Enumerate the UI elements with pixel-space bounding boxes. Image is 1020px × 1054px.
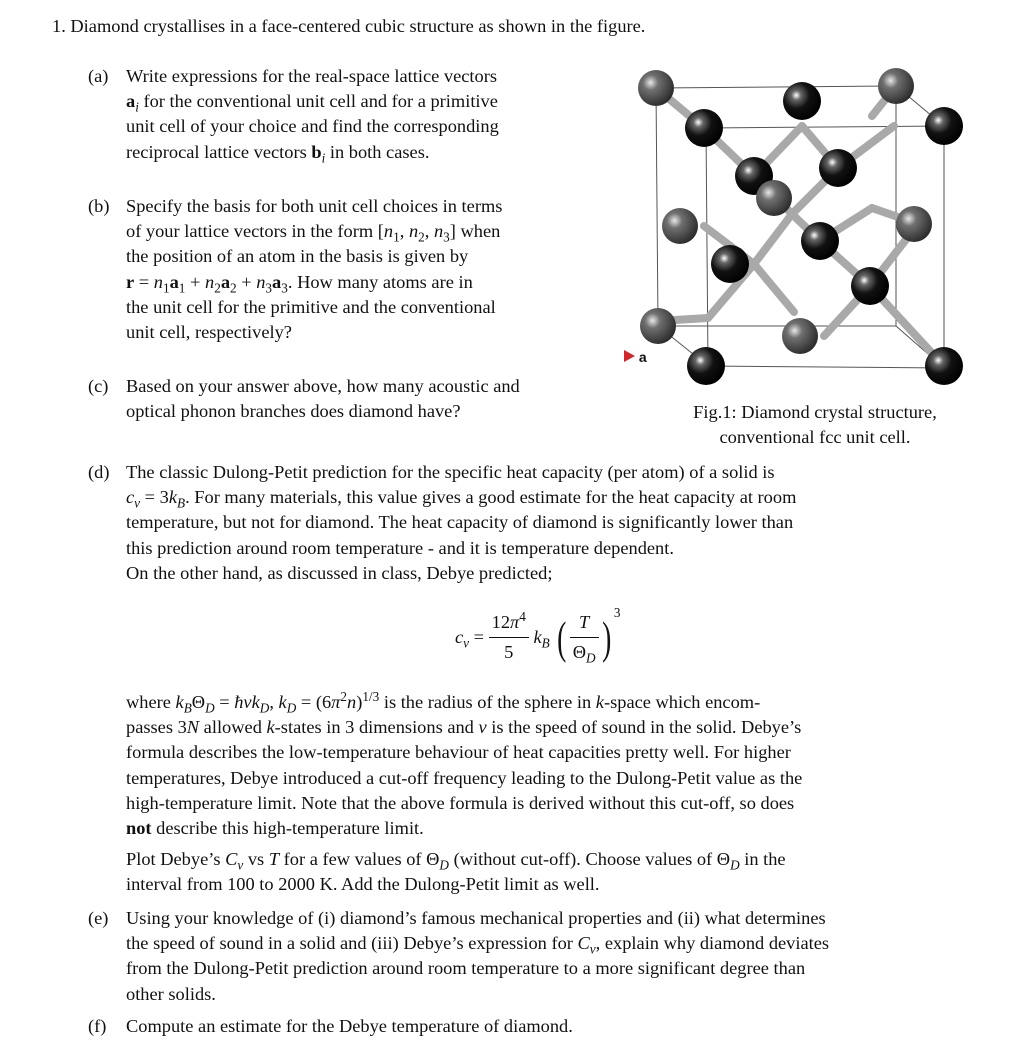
- part-e-line4: other solids.: [126, 983, 216, 1004]
- part-a-line1: Write expressions for the real-space lattice vectors: [126, 66, 497, 86]
- atom: [687, 347, 725, 385]
- caption-line1: Fig.1: Diamond crystal structure,: [693, 402, 937, 422]
- part-b-label: (b): [88, 196, 110, 216]
- part-d: [88, 460, 988, 586]
- figure-caption: [630, 400, 1000, 450]
- axis-arrow-icon: [624, 350, 635, 362]
- part-c-text: [126, 374, 608, 424]
- atom: [756, 180, 792, 216]
- atom: [783, 82, 821, 120]
- part-e-line3: from the Dulong-Petit prediction around room temperature to a more significant degree than: [126, 958, 806, 979]
- diamond-structure-image: [624, 56, 994, 386]
- part-f: [88, 1014, 988, 1039]
- part-a-label: (a): [88, 66, 109, 86]
- atom: [640, 308, 676, 344]
- problem-number: 1.: [52, 16, 66, 36]
- part-c-line1: Based on your answer above, how many acoustic and: [126, 376, 520, 396]
- part-f-text: Compute an estimate for the Debye temperature of diamond.: [126, 1016, 573, 1036]
- part-d-label: (d): [88, 462, 110, 482]
- atom: [925, 347, 963, 385]
- atom: [662, 208, 698, 244]
- part-f-label: (f): [88, 1016, 107, 1036]
- atom: [711, 245, 749, 283]
- diamond-figure: [624, 56, 1004, 406]
- axis-marker: [624, 349, 647, 365]
- atom: [878, 68, 914, 104]
- part-e-line1: Using your knowledge of (i) diamond’s famous mechanical properties and (ii) what determines: [126, 908, 826, 928]
- atom: [685, 109, 723, 147]
- atom: [782, 318, 818, 354]
- caption-line2: conventional fcc unit cell.: [719, 427, 911, 448]
- atom: [925, 107, 963, 145]
- part-a: [88, 64, 608, 165]
- part-c: [88, 374, 608, 424]
- part-e-line2: the speed of sound in a solid and (iii) Debye’s expression for: [126, 933, 573, 954]
- atom: [819, 149, 857, 187]
- part-d-text: The classic Dulong-Petit prediction for the specific heat capacity (per atom) of a solid is $c_v = 3k_B$. For many materials, this value gives a good estimate for the heat capacity at room temperature, but not for diamond. The heat capacity of diamond is significantly lower than this prediction around room temperature - and it is temperature dependent. On the other hand, as discussed in class, Debye predicted;: [126, 462, 797, 583]
- part-c-line2: optical phonon branches does diamond have?: [126, 401, 461, 422]
- part-a-text: Write expressions for the real-space lattice vectors $a_i$ for the conventional unit cell and for a primitive unit cell of your choice and find the corresponding reciprocal lattice vectors $b_i$ in both cases.: [126, 66, 499, 166]
- debye-equation: $c_v$ = $\frac{12\pi^4}{5}$ $k_B$ ( $\frac{T}{\Theta_D}$ ) $^3$: [455, 604, 621, 666]
- part-e: [88, 906, 988, 1007]
- part-e-label: (e): [88, 908, 109, 928]
- part-b-text: Specify the basis for both unit cell choices in terms of your lattice vectors in the form [$n_1$, $n_2$, $n_3$] when the position of an atom in the basis is given by $r = n_1a_1 + n_2a_2 + n_3a_3$. How many atoms are in the unit cell for the primitive and the conventional unit cell, respectively?: [126, 196, 503, 343]
- part-e-text: Using your knowledge of (i) diamond’s famous mechanical properties and (ii) what determines the speed of sound in a solid and (iii) Debye’s expression for $C_v$, explain why diamond deviates from the Dulong-Petit prediction around room temperature to a more significant degree than other solids.: [126, 908, 830, 1004]
- atom: [851, 267, 889, 305]
- atom: [638, 70, 674, 106]
- atom: [896, 206, 932, 242]
- part-c-label: (c): [88, 376, 109, 396]
- atom: [801, 222, 839, 260]
- part-b: [88, 194, 608, 345]
- axis-label: a: [638, 349, 647, 365]
- problem-header: [52, 14, 645, 39]
- part-d-continuation: where $k_B\Theta_D$ = ħvk$_D$, $k_D = (6\pi^2n)^{1/3}$ is the radius of the sphere in k-space which encom- passes 3N allowed k-states in 3 dimensions and v is the speed of sound in the solid. Debye’s formula describes the low-temperature behaviour of heat capacities pretty well. For higher temperatures, Debye introduced a cut-off frequency leading to the Dulong-Petit value as the high-temperature limit. Note that the above formula is derived without this cut-off, so does not describe this high-temperature limit. Plot Debye’s $C_v$ vs T for a few values of $\Theta_D$ (without cut-off). Choose values of $\Theta_D$ in the interval from 100 to 2000 K. Add the Dulong-Petit limit as well.: [126, 688, 803, 895]
- problem-intro: Diamond crystallises in a face-centered cubic structure as shown in the figure.: [70, 16, 646, 36]
